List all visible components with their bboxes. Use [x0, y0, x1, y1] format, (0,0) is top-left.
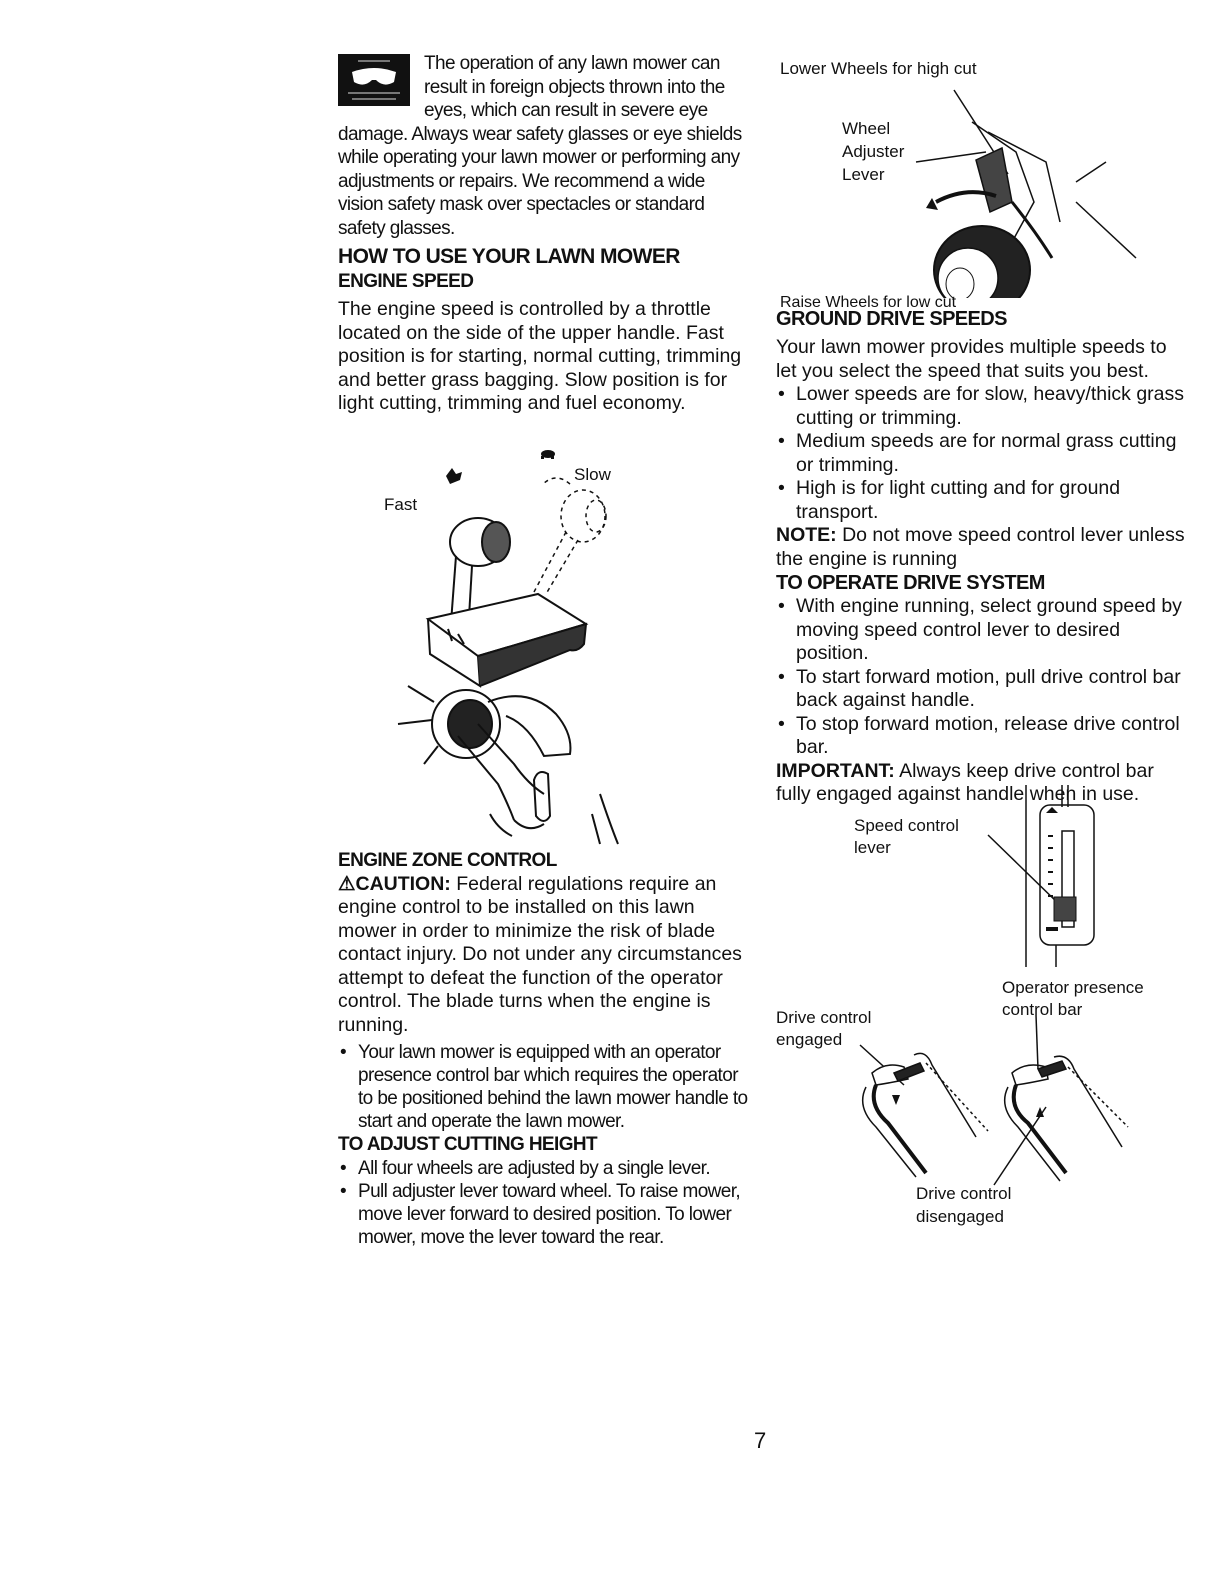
speed-control-figure — [776, 785, 1190, 985]
rabbit-icon — [446, 468, 462, 484]
eye-warning-text-first: The operation of any lawn mower can result in foreign objects thrown into the eyes, which can result in — [424, 53, 725, 121]
list-item: • High is for light cutting and for ground transport. — [776, 477, 1190, 524]
label-slow: Slow — [574, 464, 611, 484]
note-label: NOTE: — [776, 524, 837, 546]
left-column — [338, 52, 750, 1249]
list-item: • To stop forward motion, release drive control bar. — [776, 713, 1190, 760]
label-wheel: Wheel — [842, 119, 891, 138]
drive-control-figure — [776, 977, 1190, 1247]
ground-drive-heading: GROUND DRIVE SPEEDS — [776, 308, 1007, 330]
throttle-figure — [338, 424, 750, 849]
caution-text: Federal regulations require an engine control to be installed on this lawn mower in order to minimize the risk of blade contact injury. Do not under any circumstances attempt to defeat the function of the operator control. The blade turns when the engine is running. — [338, 872, 742, 1036]
throttle-illustration — [338, 424, 750, 849]
eye-warning-text-rest: severe eye damage. Always wear safety glasses or eye shields while operating your lawn mower or performing any adjustments or repairs. We recommend a wide vision safety mask over spectacles or standard safety glasses. — [338, 100, 742, 239]
list-item: • Pull adjuster lever toward wheel. To raise mower, move lever forward to desired position. To lower mower, move the lever toward the rear. — [338, 1180, 750, 1249]
label-disengaged-2: disengaged — [916, 1206, 1004, 1226]
caution-label: CAUTION: — [355, 872, 451, 895]
right-column — [776, 52, 1190, 1247]
safety-glasses-icon — [338, 54, 410, 106]
label-opc-2: control bar — [1002, 999, 1083, 1019]
wheel-adjuster-figure — [776, 52, 1190, 311]
list-item: • With engine running, select ground speed by moving speed control lever to desired position. — [776, 595, 1190, 666]
engine-zone-list — [338, 1041, 750, 1133]
operate-list — [776, 595, 1190, 760]
label-speed-lever: lever — [854, 837, 891, 857]
label-raise-wheels: Raise Wheels for low cut — [780, 294, 957, 311]
operate-heading: TO OPERATE DRIVE SYSTEM — [776, 572, 1045, 594]
rabbit-icon — [1046, 807, 1058, 813]
label-adjuster: Adjuster — [842, 142, 905, 161]
speed-lever-illustration — [776, 785, 1190, 985]
label-speed-control: Speed control — [854, 815, 959, 835]
wheel-illustration — [776, 52, 1190, 298]
label-opc-1: Operator presence — [1002, 977, 1144, 997]
caution-paragraph — [338, 873, 750, 1038]
turtle-icon — [541, 450, 555, 459]
list-item: • All four wheels are adjusted by a single lever. — [338, 1157, 750, 1180]
note-text: Do not move speed control lever unless the engine is running — [776, 524, 1185, 570]
eye-warning-block — [338, 52, 750, 240]
speed-list — [776, 383, 1190, 524]
engine-speed-text: The engine speed is controlled by a throttle located on the side of the upper handle. Fast position is for starting, normal cutting, trimming and better grass bagging. Slow position is for light cutting, trimming and fuel economy. — [338, 298, 742, 414]
ground-drive-text: Your lawn mower provides multiple speeds to let you select the speed that suits you best. — [776, 336, 1167, 382]
cut-height-list — [338, 1157, 750, 1249]
cut-height-heading: TO ADJUST CUTTING HEIGHT — [338, 1134, 597, 1155]
list-item: • Medium speeds are for normal grass cutting or trimming. — [776, 430, 1190, 477]
label-lever: Lever — [842, 165, 885, 184]
important-text: Always keep drive control bar fully engaged against handle when in use. — [776, 759, 1154, 805]
label-disengaged-1: Drive control — [916, 1183, 1012, 1203]
important-label: IMPORTANT: — [776, 759, 895, 782]
list-item: • Your lawn mower is equipped with an operator presence control bar which requires the operator to be positioned behind the lawn mower handle to start and operate the lawn mower. — [338, 1041, 750, 1133]
label-fast: Fast — [384, 494, 418, 514]
list-item: • To start forward motion, pull drive control bar back against handle. — [776, 666, 1190, 713]
engine-zone-heading: ENGINE ZONE CONTROL — [338, 849, 557, 871]
note-paragraph — [776, 524, 1190, 571]
list-item: • Lower speeds are for slow, heavy/thick grass cutting or trimming. — [776, 383, 1190, 430]
label-engaged-1: Drive control — [776, 1007, 872, 1027]
caution-icon: ⚠ — [338, 872, 356, 895]
engine-speed-heading: ENGINE SPEED — [338, 271, 474, 292]
label-engaged-2: engaged — [776, 1029, 843, 1049]
section-title: HOW TO USE YOUR LAWN MOWER — [338, 245, 680, 268]
label-lower-wheels: Lower Wheels for high cut — [780, 59, 977, 78]
page-number: 7 — [754, 1428, 767, 1453]
